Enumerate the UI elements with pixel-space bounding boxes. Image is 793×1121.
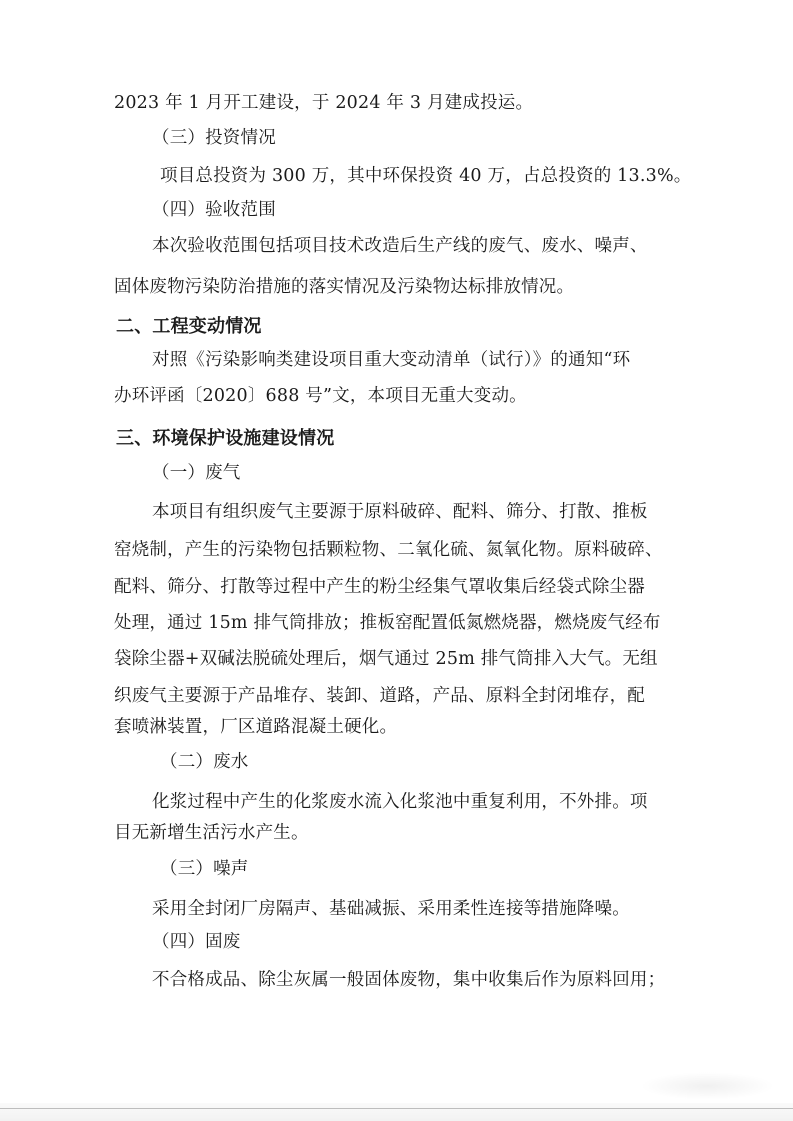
scan-smudge (640, 1072, 775, 1100)
text-line: 不合格成品、除尘灰属一般固体废物，集中收集后作为原料回用； (152, 970, 666, 990)
scan-edge-line (0, 1108, 793, 1109)
text-line: 对照《污染影响类建设项目重大变动清单（试行）》的通知“环 (152, 350, 631, 370)
section-subheading: （三）投资情况 (152, 128, 276, 148)
text-line: 袋除尘器+双碱法脱硫处理后，烟气通过 25m 排气筒排入大气。无组 (114, 649, 658, 669)
section-heading: 三、环境保护设施建设情况 (116, 428, 335, 449)
text-line: 本次验收范围包括项目技术改造后生产线的废气、废水、噪声、 (152, 236, 648, 256)
text-line: 2023 年 1 月开工建设，于 2024 年 3 月建成投运。 (114, 93, 534, 113)
section-heading: 二、工程变动情况 (116, 316, 262, 337)
text-line: 固体废物污染防治措施的落实情况及污染物达标排放情况。 (114, 277, 575, 297)
text-line: 办环评函〔2020〕688 号”文，本项目无重大变动。 (114, 386, 527, 406)
text-line: 织废气主要源于产品堆存、装卸、道路，产品、原料全封闭堆存，配 (114, 686, 645, 706)
text-line: 目无新增生活污水产生。 (114, 823, 309, 843)
text-line: 采用全封闭厂房隔声、基础减振、采用柔性连接等措施降噪。 (152, 899, 630, 919)
text-line: 项目总投资为 300 万，其中环保投资 40 万，占总投资的 13.3%。 (160, 166, 692, 186)
text-line: 配料、筛分、打散等过程中产生的粉尘经集气罩收集后经袋式除尘器 (114, 577, 645, 597)
section-subheading: （一）废气 (152, 463, 241, 483)
section-subheading: （四）验收范围 (152, 200, 276, 220)
text-line: 本项目有组织废气主要源于原料破碎、配料、筛分、打散、推板 (152, 502, 648, 522)
text-line: 窑烧制，产生的污染物包括颗粒物、二氧化硫、氮氧化物。原料破碎、 (114, 540, 663, 560)
section-subheading: （四）固废 (152, 932, 241, 952)
section-subheading: （三）噪声 (160, 859, 249, 879)
section-subheading: （二）废水 (160, 752, 249, 772)
scan-edge (0, 1103, 793, 1121)
text-line: 套喷淋装置，厂区道路混凝土硬化。 (114, 717, 398, 737)
text-line: 化浆过程中产生的化浆废水流入化浆池中重复利用，不外排。项 (152, 792, 648, 812)
text-line: 处理，通过 15m 排气筒排放；推板窑配置低氮燃烧器，燃烧废气经布 (114, 613, 661, 633)
